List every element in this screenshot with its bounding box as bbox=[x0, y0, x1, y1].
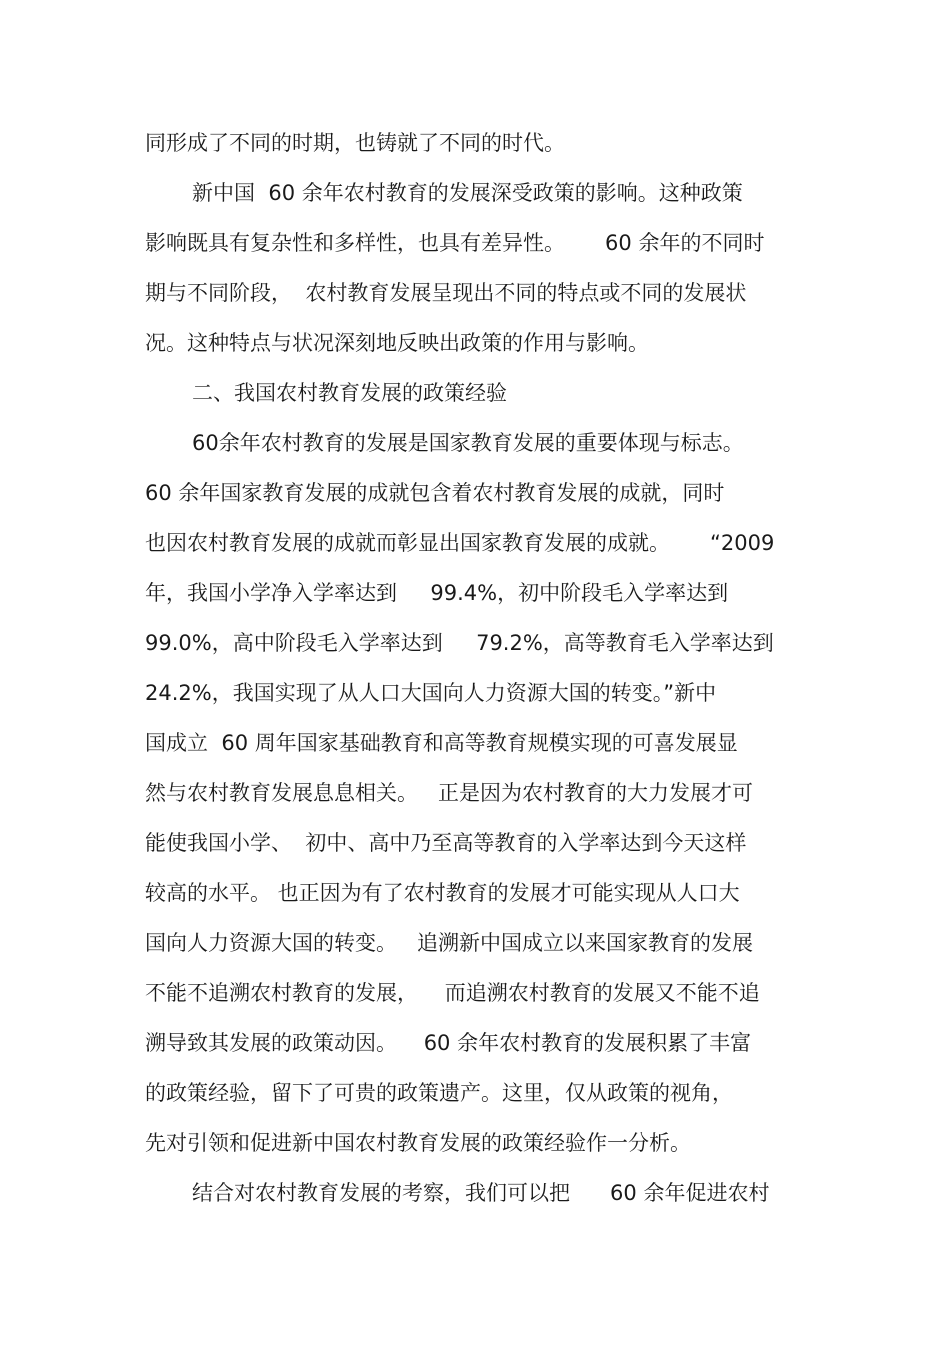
text-line: 然与农村教育发展息息相关。 正是因为农村教育的大力发展才可 bbox=[145, 781, 754, 805]
section-heading: 二、我国农村教育发展的政策经验 bbox=[192, 381, 507, 405]
text-line: 国向人力资源大国的转变。 追溯新中国成立以来国家教育的发展 bbox=[145, 931, 754, 955]
text-line: 能使我国小学、 初中、高中乃至高等教育的入学率达到今天这样 bbox=[145, 831, 747, 855]
text-line: 24.2%，我国实现了从人口大国向人力资源大国的转变。”新中 bbox=[145, 681, 717, 705]
text-line: 较高的水平。 也正因为有了农村教育的发展才可能实现从人口大 bbox=[145, 881, 740, 905]
text-line: 结合对农村教育发展的考察，我们可以把 60 余年促进农村 bbox=[192, 1181, 770, 1205]
text-line: 99.0%，高中阶段毛入学率达到 79.2%，高等教育毛入学率达到 bbox=[145, 631, 774, 655]
text-line: 新中国 60 余年农村教育的发展深受政策的影响。这种政策 bbox=[192, 181, 743, 205]
text-line: 同形成了不同的时期，也铸就了不同的时代。 bbox=[145, 131, 565, 155]
text-line: 年，我国小学净入学率达到 99.4%，初中阶段毛入学率达到 bbox=[145, 581, 729, 605]
text-line: 的政策经验，留下了可贵的政策遗产。这里，仅从政策的视角， bbox=[145, 1081, 733, 1105]
text-line: 溯导致其发展的政策动因。 60 余年农村教育的发展积累了丰富 bbox=[145, 1031, 752, 1055]
text-line: 60 余年国家教育发展的成就包含着农村教育发展的成就，同时 bbox=[145, 481, 725, 505]
text-line: 国成立 60 周年国家基础教育和高等教育规模实现的可喜发展显 bbox=[145, 731, 738, 755]
text-line: 先对引领和促进新中国农村教育发展的政策经验作一分析。 bbox=[145, 1131, 691, 1155]
text-line: 也因农村教育发展的成就而彰显出国家教育发展的成就。 “2009 bbox=[145, 531, 775, 555]
text-line: 况。这种特点与状况深刻地反映出政策的作用与影响。 bbox=[145, 331, 649, 355]
text-line: 期与不同阶段， 农村教育发展呈现出不同的特点或不同的发展状 bbox=[145, 281, 747, 305]
text-line: 60余年农村教育的发展是国家教育发展的重要体现与标志。 bbox=[192, 431, 744, 455]
text-line: 影响既具有复杂性和多样性，也具有差异性。 60 余年的不同时 bbox=[145, 231, 765, 255]
text-line: 不能不追溯农村教育的发展， 而追溯农村教育的发展又不能不追 bbox=[145, 981, 760, 1005]
